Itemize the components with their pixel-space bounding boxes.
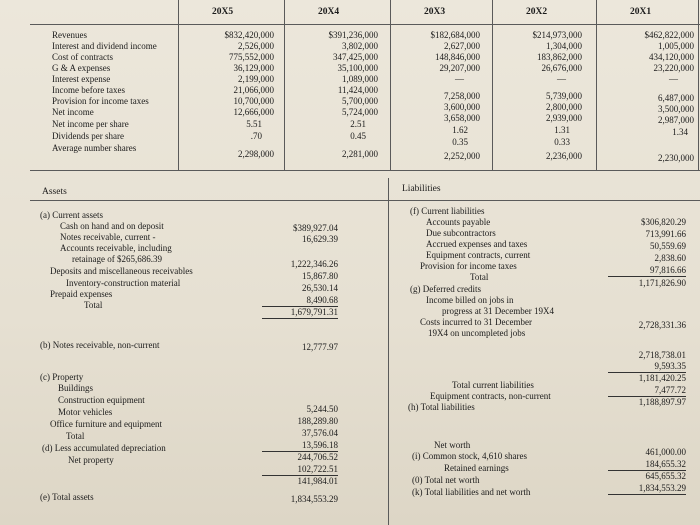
cell-20x4-provision-taxes: 5,700,000 — [342, 96, 378, 106]
total-assets-label: (e) Total assets — [40, 492, 94, 502]
cell-20x5-revenues: $832,420,000 — [224, 30, 274, 40]
cell-20x3-interest-expense: — — [455, 74, 464, 84]
cell-20x3-revenues: $182,684,000 — [430, 30, 480, 40]
accounts-payable-value: $306,820.29 — [641, 217, 686, 227]
net-property-label: Net property — [68, 455, 114, 465]
property-total-label: Total — [66, 431, 85, 441]
year-header-20x4: 20X4 — [318, 7, 340, 17]
net-worth-label: Net worth — [434, 440, 471, 450]
cell-20x5-ga-expenses: 36,129,000 — [233, 63, 274, 73]
total-current-liabilities-value: 1,181,420.25 — [638, 373, 686, 383]
common-stock-label: (i) Common stock, 4,610 shares — [412, 451, 527, 461]
depreciation-value: 102,722.51 — [262, 464, 338, 476]
cell-20x2-provision-taxes: 2,800,000 — [546, 102, 582, 112]
notes-noncurrent-label: (b) Notes receivable, non-current — [40, 340, 160, 350]
year-header-20x3: 20X3 — [424, 7, 446, 17]
net-property-value: 141,984.01 — [297, 476, 338, 486]
cell-20x3-avg-shares: 2,252,000 — [444, 151, 480, 161]
progress-label: progress at 31 December 19X4 — [442, 306, 554, 316]
cell-20x2-revenues: $214,973,000 — [532, 30, 582, 40]
column-divider — [596, 0, 597, 170]
office-furniture-value: 13,596.18 — [262, 440, 338, 452]
cash-value: $389,927.04 — [293, 223, 338, 233]
cell-20x5-avg-shares: 2,298,000 — [238, 149, 274, 159]
equipment-noncurrent-label: Equipment contracts, non-current — [430, 391, 551, 401]
deferred-credits-label: (g) Deferred credits — [410, 284, 481, 294]
cell-20x2-cost-contracts: 183,862,000 — [537, 52, 582, 62]
property-total-value: 244,706.52 — [297, 452, 338, 462]
cell-20x3-interest-dividend: 2,627,000 — [444, 41, 480, 51]
cell-20x1-income-before-taxes: 6,487,000 — [658, 93, 694, 103]
cell-20x2-ga-expenses: 26,676,000 — [541, 63, 582, 73]
cell-20x1-revenues: $462,822,000 — [644, 30, 694, 40]
cell-20x1-cost-contracts: 434,120,000 — [649, 52, 694, 62]
prepaid-value: 8,490.68 — [262, 295, 338, 307]
cell-20x1-provision-taxes: 3,500,000 — [658, 104, 694, 114]
deposits-label: Deposits and miscellaneous receivables — [50, 266, 193, 276]
property-label: (c) Property — [40, 372, 84, 382]
column-divider — [698, 0, 699, 170]
total-liabilities-value: 1,188,897.97 — [638, 397, 686, 407]
cell-20x1-ga-expenses: 23,220,000 — [653, 63, 694, 73]
cell-20x4-dividends: 0.45 — [350, 131, 366, 141]
inventory-label: Inventory-construction material — [66, 278, 181, 288]
cell-20x5-cost-contracts: 775,552,000 — [229, 52, 274, 62]
cell-20x1-avg-shares: 2,230,000 — [658, 153, 694, 163]
row-label-dividends: Dividends per share — [52, 131, 124, 141]
year-header-20x5: 20X5 — [212, 7, 234, 17]
total-net-worth-value: 645,655.32 — [645, 471, 686, 481]
cell-20x4-interest-expense: 1,089,000 — [342, 74, 378, 84]
column-divider — [492, 0, 493, 170]
cell-20x4-net-income: 5,724,000 — [342, 107, 378, 117]
construction-equipment-label: Construction equipment — [58, 395, 145, 405]
cell-20x5-interest-expense: 2,199,000 — [238, 74, 274, 84]
due-subcontractors-value: 713,991.66 — [645, 229, 686, 239]
cell-20x5-net-income: 12,666,000 — [233, 107, 274, 117]
buildings-label: Buildings — [58, 383, 94, 393]
cell-20x4-income-before-taxes: 11,424,000 — [337, 85, 378, 95]
total-current-liabilities-label: Total current liabilities — [452, 380, 534, 390]
income-billed-label: Income billed on jobs in — [426, 295, 514, 305]
retainage-label: retainage of $265,686.39 — [72, 254, 162, 264]
notes-noncurrent-value: 12,777.97 — [302, 342, 338, 352]
cell-20x4-interest-dividend: 3,802,000 — [342, 41, 378, 51]
cell-20x4-cost-contracts: 347,425,000 — [333, 52, 378, 62]
cell-20x5-eps: 5.51 — [246, 119, 262, 129]
retained-earnings-value: 184,655.32 — [608, 459, 686, 471]
cell-20x2-interest-dividend: 1,304,000 — [546, 41, 582, 51]
provision-taxes-label: Provision for income taxes — [420, 261, 517, 271]
notes-current-value: 16,629.39 — [302, 234, 338, 244]
cell-20x3-income-before-taxes: 7,258,000 — [444, 91, 480, 101]
deferred-difference-value: 9,593.35 — [608, 361, 686, 373]
current-total-value: 1,679,791.31 — [262, 307, 338, 319]
accrued-expenses-value: 50,559.69 — [650, 241, 686, 251]
liabilities-total-value: 1,171,826.90 — [638, 278, 686, 288]
row-label-revenues: Revenues — [52, 30, 87, 40]
cell-20x3-net-income: 3,658,000 — [444, 113, 480, 123]
cell-20x1-interest-dividend: 1,005,000 — [658, 41, 694, 51]
row-label-interest-expense: Interest expense — [52, 74, 111, 84]
cell-20x3-provision-taxes: 3,600,000 — [444, 102, 480, 112]
cell-20x2-income-before-taxes: 5,739,000 — [546, 91, 582, 101]
cell-20x5-dividends: .70 — [250, 131, 262, 141]
uncompleted-label: 19X4 on uncompleted jobs — [428, 328, 526, 338]
accounts-payable-label: Accounts payable — [426, 217, 491, 227]
liabilities-total-label: Total — [470, 272, 489, 282]
motor-vehicles-label: Motor vehicles — [58, 407, 113, 417]
cell-20x1-eps: 1.34 — [672, 127, 688, 137]
row-label-net-income: Net income — [52, 107, 94, 117]
year-header-20x1: 20X1 — [630, 7, 652, 17]
depreciation-label: (d) Less accumulated depreciation — [42, 443, 166, 453]
cell-20x3-ga-expenses: 29,207,000 — [439, 63, 480, 73]
uncompleted-value: 2,718,738.01 — [638, 350, 686, 360]
balance-center-divider — [388, 178, 389, 525]
office-furniture-label: Office furniture and equipment — [50, 419, 163, 429]
column-divider — [284, 0, 285, 170]
row-label-ga-expenses: G & A expenses — [52, 63, 111, 73]
equipment-noncurrent-value: 7,477.72 — [608, 385, 686, 397]
construction-equipment-value: 188,289.80 — [297, 416, 338, 426]
costs-incurred-label: Costs incurred to 31 December — [420, 317, 532, 327]
provision-taxes-value: 97,816.66 — [608, 265, 686, 277]
cell-20x2-net-income: 2,939,000 — [546, 113, 582, 123]
cell-20x3-eps: 1.62 — [452, 125, 468, 135]
accounts-rec-label: Accounts receivable, including — [60, 243, 172, 253]
balance-header-rule — [30, 200, 700, 201]
total-net-worth-label: (0) Total net worth — [412, 475, 480, 485]
total-liab-nw-label: (k) Total liabilities and net worth — [412, 487, 531, 497]
cell-20x1-interest-expense: — — [669, 74, 678, 84]
row-label-provision-taxes: Provision for income taxes — [52, 96, 149, 106]
due-subcontractors-label: Due subcontractors — [426, 228, 496, 238]
total-liab-nw-value: 1,834,553.29 — [608, 483, 686, 495]
cell-20x2-avg-shares: 2,236,000 — [546, 151, 582, 161]
notes-current-label: Notes receivable, current - — [60, 232, 156, 242]
cell-20x4-revenues: $391,236,000 — [328, 30, 378, 40]
accrued-expenses-label: Accrued expenses and taxes — [426, 239, 528, 249]
current-liabilities-label: (f) Current liabilities — [410, 206, 485, 216]
buildings-value: 5,244.50 — [306, 404, 338, 414]
current-total-label: Total — [84, 300, 103, 310]
total-liabilities-label: (h) Total liabilities — [408, 402, 475, 412]
cell-20x3-dividends: 0.35 — [452, 137, 468, 147]
inventory-value: 26,530.14 — [302, 283, 338, 293]
equipment-current-label: Equipment contracts, current — [426, 250, 531, 260]
cell-20x4-avg-shares: 2,281,000 — [342, 149, 378, 159]
column-divider — [390, 0, 391, 170]
cell-20x2-eps: 1.31 — [554, 125, 570, 135]
motor-vehicles-value: 37,576.04 — [302, 428, 338, 438]
header-rule — [30, 24, 700, 25]
deposits-value: 15,867.80 — [302, 271, 338, 281]
assets-heading: Assets — [42, 187, 67, 197]
cell-20x3-cost-contracts: 148,846,000 — [435, 52, 480, 62]
column-divider — [178, 0, 179, 170]
current-assets-label: (a) Current assets — [40, 210, 103, 220]
cell-20x5-income-before-taxes: 21,066,000 — [233, 85, 274, 95]
accounts-rec-value: 1,222,346.26 — [290, 259, 338, 269]
total-assets-value: 1,834,553.29 — [290, 494, 338, 504]
row-label-avg-shares: Average number shares — [52, 143, 137, 153]
year-header-20x2: 20X2 — [526, 7, 548, 17]
cash-label: Cash on hand and on deposit — [60, 221, 164, 231]
cell-20x5-provision-taxes: 10,700,000 — [233, 96, 274, 106]
retained-earnings-label: Retained earnings — [444, 463, 509, 473]
equipment-current-value: 2,838.60 — [654, 253, 686, 263]
cell-20x5-interest-dividend: 2,526,000 — [238, 41, 274, 51]
prepaid-label: Prepaid expenses — [50, 289, 113, 299]
row-label-cost-contracts: Cost of contracts — [52, 52, 113, 62]
row-label-eps: Net income per share — [52, 119, 129, 129]
cell-20x1-net-income: 2,987,000 — [658, 115, 694, 125]
row-label-income-before-taxes: Income before taxes — [52, 85, 125, 95]
progress-value: 2,728,331.36 — [638, 320, 686, 330]
common-stock-value: 461,000.00 — [645, 447, 686, 457]
cell-20x2-interest-expense: — — [557, 74, 566, 84]
row-label-interest-dividend: Interest and dividend income — [52, 41, 157, 51]
liabilities-heading: Liabilities — [402, 184, 441, 194]
cell-20x4-ga-expenses: 35,100,000 — [337, 63, 378, 73]
table-bottom-rule — [30, 170, 700, 171]
cell-20x2-dividends: 0.33 — [554, 137, 570, 147]
cell-20x4-eps: 2.51 — [350, 119, 366, 129]
